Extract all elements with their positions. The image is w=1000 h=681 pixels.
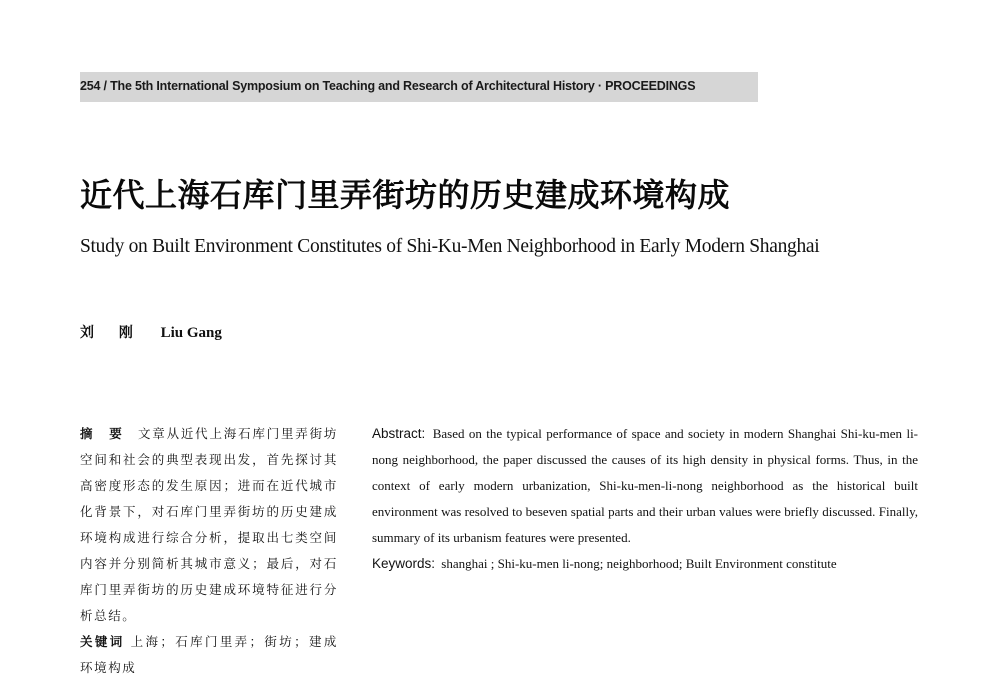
abstract-cn-label: 摘 要 — [80, 426, 128, 441]
keywords-cn-text: 上海；石库门里弄；街坊；建成环境构成 — [80, 634, 338, 675]
author-name-chinese: 刘 刚 — [80, 325, 143, 341]
title-english: Study on Built Environment Constitutes of Shi-Ku-Men Neighborhood in Early Modern Shanghai — [80, 236, 820, 257]
keywords-en-paragraph — [372, 551, 918, 577]
author-line — [80, 322, 222, 342]
abstract-cn-text: 文章从近代上海石库门里弄街坊空间和社会的典型表现出发，首先探讨其高密度形态的发生原因；进而在近代城市化背景下，对石库门里弄街坊的历史建成环境构成进行综合分析，提取出七类空间内容并分别简析其城市意义；最后，对石库门里弄街坊的历史建成环境特征进行分析总结。 — [80, 426, 338, 623]
running-head-text: 254 / The 5th International Symposium on Teaching and Research of Architectural History · PROCEEDINGS — [80, 79, 696, 93]
abstract-chinese — [80, 421, 338, 681]
abstract-english — [372, 421, 918, 577]
abstract-en-paragraph — [372, 421, 918, 551]
running-header — [80, 72, 758, 102]
keywords-en-label: Keywords: — [372, 556, 436, 571]
keywords-cn-label: 关键词 — [80, 634, 125, 649]
author-name-english: Liu Gang — [160, 325, 222, 341]
title-chinese: 近代上海石库门里弄街坊的历史建成环境构成 — [80, 176, 731, 214]
keywords-en-text: shanghai ; Shi-ku-men li-nong; neighborhood; Built Environment constitute — [441, 556, 837, 571]
abstract-en-label: Abstract: — [372, 426, 426, 441]
abstract-en-text: Based on the typical performance of space and society in modern Shanghai Shi-ku-men li-nong neighborhood, the paper discussed the causes of its high density in physical forms. Thus, in the context of early modern urbanization, Shi-ku-men-li-nong neighborhood as the historical built environment was resolved to beseven spatial parts and their urban values were briefly discussed. Finally, summary of its urbanism features were presented. — [372, 426, 919, 545]
